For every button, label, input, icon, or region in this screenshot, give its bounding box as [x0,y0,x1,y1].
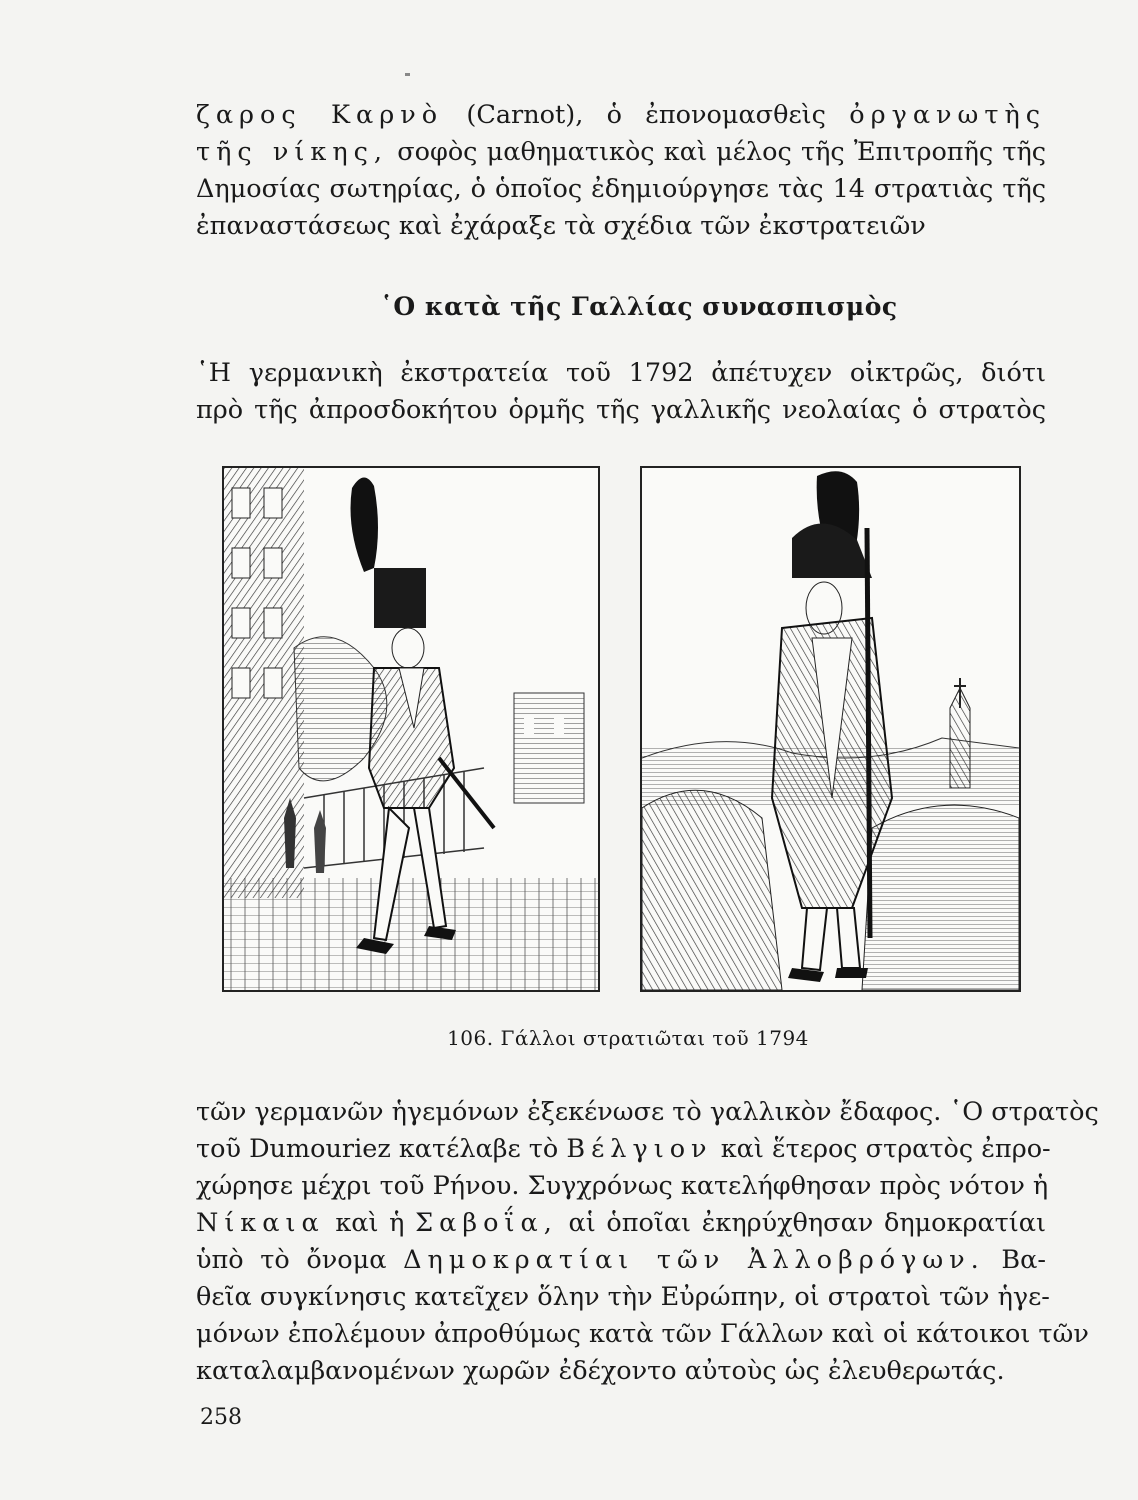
text-fragment: αἱ ὁποῖαι ἐκηρύχθησαν δημοκρατίαι [568,1208,1047,1238]
place-nice: Νίκαια [196,1208,325,1238]
text-fragment: Βα- [1001,1245,1046,1275]
page-number: 258 [200,1405,242,1430]
illustration-soldier-street [222,466,600,992]
text-line: θεῖα συγκίνησις κατεῖχεν ὅλην τὴν Εὐρώπην, οἱ στρατοὶ τῶν ἡγε- [196,1282,1050,1312]
text-line [196,97,1046,134]
ink-speck [405,73,410,76]
term-organotis: ὀργανωτὴς [849,100,1046,130]
place-belgium: Βέλγιον [566,1134,713,1164]
text-line: καταλαμβανομένων χωρῶν ἐδέχοντο αὐτοὺς ὡς ἐλευθερωτάς. [196,1356,1005,1386]
text-fragment: σοφὸς μαθηματικὸς καὶ μέλος τῆς Ἐπιτροπῆς τῆς [397,137,1047,167]
figure-caption: 106. Γάλλοι στρατιῶται τοῦ 1794 [447,1026,809,1050]
text-line [196,1242,1046,1279]
text-line: ῾Η γερμανικὴ ἐκστρατεία τοῦ 1792 ἀπέτυχεν οἰκτρῶς, διότι [196,358,1046,388]
text-line: ἐπαναστάσεως καὶ ἐχάραξε τὰ σχέδια τῶν ἐκστρατειῶν [196,211,926,241]
term-allobroges: Δημοκρατίαι τῶν Ἀλλοβρόγων. [403,1245,985,1275]
name-karno: ζαρος Καρνὸ [196,100,444,130]
text-fragment: καὶ ἡ [335,1208,405,1238]
text-line: Δημοσίας σωτηρίας, ὁ ὁποῖος ἐδημιούργησε τὰς 14 στρατιὰς τῆς [196,174,1046,204]
section-heading: ῾Ο κατὰ τῆς Γαλλίας συνασπισμὸς [380,292,898,321]
illustration-soldier-landscape [640,466,1021,992]
text-line [196,1131,1051,1168]
paragraph-carnot [196,97,1046,245]
paragraph-german-campaign [196,355,1046,429]
place-savoy: Σαβοΐα, [415,1208,558,1238]
text-fragment: (Carnot), ὁ ἐπονομασθεὶς [466,100,826,130]
text-fragment: καὶ ἕτερος στρατὸς ἐπρο- [720,1134,1051,1164]
text-line: χώρησε μέχρι τοῦ Ρήνου. Συγχρόνως κατελήφθησαν πρὸς νότον ἡ [196,1171,1049,1201]
text-line: μόνων ἐπολέμουν ἀπροθύμως κατὰ τῶν Γάλλων καὶ οἱ κάτοικοι τῶν [196,1319,1089,1349]
engraving-soldier-landscape [642,468,1019,990]
text-line [196,1205,1046,1242]
text-line [196,134,1046,171]
paragraph-dumouriez [196,1094,1099,1390]
text-fragment: ὑπὸ τὸ ὄνομα [196,1245,387,1275]
text-fragment: τοῦ Dumouriez κατέλαβε τὸ [196,1134,559,1164]
text-line: τῶν γερμανῶν ἡγεμόνων ἐξεκένωσε τὸ γαλλικὸν ἔδαφος. ῾Ο στρατὸς [196,1097,1099,1127]
text-line: πρὸ τῆς ἀπροσδοκήτου ὁρμῆς τῆς γαλλικῆς νεολαίας ὁ στρατὸς [196,395,1046,425]
term-nikis: τῆς νίκης, [196,137,388,167]
engraving-soldier-street [224,468,598,990]
